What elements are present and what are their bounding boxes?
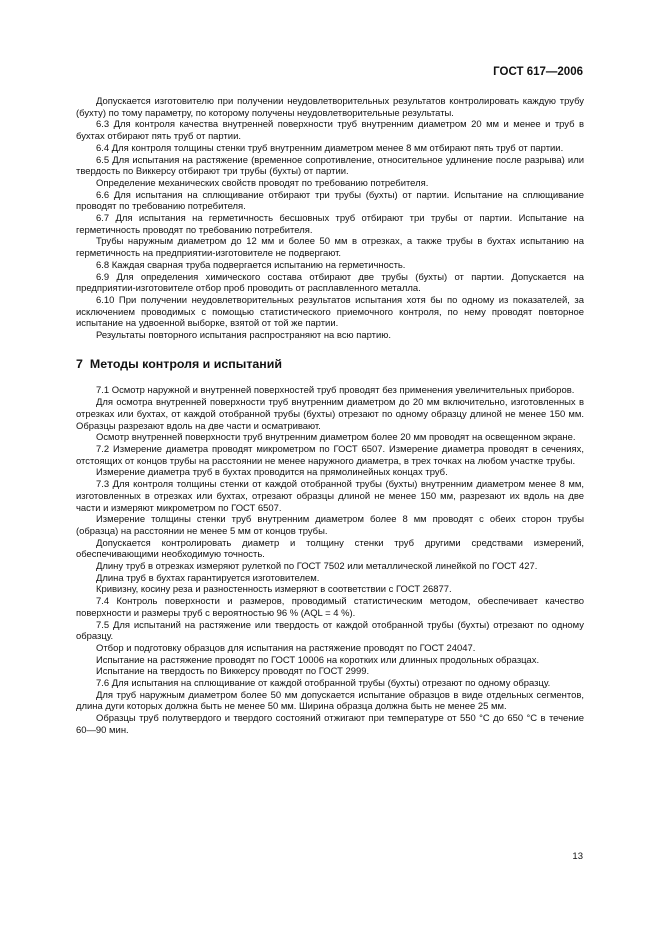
paragraph: Для осмотра внутренней поверхности труб внутренним диаметром до 20 мм включительно, изготовленных в отрезках или бухтах, от каждой отобранной трубы (бухты) отрезают по одному образцу длиной не менее 150 мм. Образцы разрезают вдоль на две части и осматривают. xyxy=(76,397,584,432)
paragraph: 6.5 Для испытания на растяжение (временное сопротивление, относительное удлинение после разрыва) или твердость по Виккерсу отбирают три трубы (бухты) от партии. xyxy=(76,154,584,178)
paragraph: 6.4 Для контроля толщины стенки труб внутренним диаметром менее 8 мм отбирают пять труб от партии. xyxy=(96,142,564,154)
paragraph: Испытание на растяжение проводят по ГОСТ 10006 на коротких или длинных продольных образцах. xyxy=(96,654,540,666)
paragraph: Для труб наружным диаметром более 50 мм допускается испытание образцов в виде отдельных сегментов, длина дуги которых должна быть не менее 50 мм. Ширина образца должна быть не менее 25 мм. xyxy=(76,689,584,713)
paragraph: Длину труб в отрезках измеряют рулеткой по ГОСТ 7502 или металлической линейкой по ГОСТ 427. xyxy=(96,561,538,573)
section-number: 7 xyxy=(76,356,83,371)
paragraph: Определение механических свойств проводят по требованию потребителя. xyxy=(96,177,429,189)
page-body xyxy=(76,96,584,737)
section-title: Методы контроля и испытаний xyxy=(89,356,282,371)
paragraph: 7.5 Для испытаний на растяжение или твердость от каждой отобранной трубы (бухты) отрезают по одному образцу. xyxy=(76,619,584,643)
paragraph: 6.8 Каждая сварная труба подвергается испытанию на герметичность. xyxy=(96,259,406,271)
paragraph: Испытание на твердость по Виккерсу проводят по ГОСТ 2999. xyxy=(96,666,370,678)
paragraph: 7.1 Осмотр наружной и внутренней поверхностей труб проводят без применения увеличительных приборов. xyxy=(96,385,575,397)
paragraph: 7.2 Измерение диаметра проводят микрометром по ГОСТ 6507. Измерение диаметра проводят в сечениях, отстоящих от концов трубы на расстоянии не менее наружного диаметра, в трех точках на любом участке трубы. xyxy=(76,443,584,467)
paragraphs-before xyxy=(76,96,584,342)
paragraph: Отбор и подготовку образцов для испытания на растяжение проводят по ГОСТ 24047. xyxy=(96,642,476,654)
paragraph: Кривизну, косину реза и разностенность измеряют в соответствии с ГОСТ 26877. xyxy=(96,584,452,596)
paragraph: 6.9 Для определения химического состава отбирают две трубы (бухты) от партии. Допускается на предприятии-изготовителе отбор проб проводить от расплавленного металла. xyxy=(76,271,584,295)
paragraph: Допускается контролировать диаметр и толщину стенки труб другими средствами измерений, обеспечивающими необходимую точность. xyxy=(76,537,584,561)
paragraph: 7.4 Контроль поверхности и размеров, проводимый статистическим методом, обеспечивает качество поверхности и размеры труб с вероятностью 96 % (AQL = 4 %). xyxy=(76,596,584,619)
paragraph: 6.10 При получении неудовлетворительных результатов испытания хотя бы по одному из показателей, за исключением проводимых с помощью статистического приемочного контроля, по нему проводят повторное испытание на удвоенной выборке, взятой от той же партии. xyxy=(76,294,584,330)
paragraph: 6.7 Для испытания на герметичность бесшовных труб отбирают три трубы от партии. Испытание на герметичность проводят по требованию потребителя. xyxy=(76,213,584,236)
page-number: 13 xyxy=(572,851,583,862)
paragraph: Трубы наружным диаметром до 12 мм и более 50 мм в отрезках, а также трубы в бухтах испытанию на герметичность на предприятии-изготовителе не подвергают. xyxy=(76,236,584,260)
paragraph: 7.3 Для контроля толщины стенки от каждой отобранной трубы (бухты) внутренним диаметром менее 8 мм, изготовленных в отрезках или бухтах, отрезают образцы длиной не менее 150 мм, разрезают их вдоль на две части и измеряют микрометром по ГОСТ 6507. xyxy=(76,479,584,514)
paragraph: 6.3 Для контроля качества внутренней поверхности труб внутренним диаметром 20 мм и менее и труб в бухтах отбирают пять труб от партии. xyxy=(76,119,584,143)
paragraph: Результаты повторного испытания распространяют на всю партию. xyxy=(96,330,391,342)
paragraph: Длина труб в бухтах гарантируется изготовителем. xyxy=(96,572,320,584)
paragraph: Измерение диаметра труб в бухтах проводится на прямолинейных концах труб. xyxy=(96,467,448,479)
paragraphs-after xyxy=(76,385,584,736)
paragraph: Допускается изготовителю при получении неудовлетворительных результатов контролировать каждую трубу (бухту) по тому параметру, по которому получены неудовлетворительные результаты. xyxy=(76,96,584,119)
paragraph: 6.6 Для испытания на сплющивание отбирают три трубы (бухты) от партии. Испытание на сплющивание проводят по требованию потребителя. xyxy=(76,189,584,213)
paragraph: Осмотр внутренней поверхности труб внутренним диаметром более 20 мм проводят на освещенном экране. xyxy=(96,432,576,444)
paragraph: Измерение толщины стенки труб внутренним диаметром более 8 мм проводят с обеих сторон трубы (образца) на расстоянии не менее 5 мм от концов трубы. xyxy=(76,514,584,537)
paragraph: Образцы труб полутвердого и твердого состояний отжигают при температуре от 550 °С до 650 °С в течение 60—90 мин. xyxy=(76,713,584,736)
section-heading xyxy=(76,356,584,371)
document-header: ГОСТ 617—2006 xyxy=(493,66,583,78)
paragraph: 7.6 Для испытания на сплющивание от каждой отобранной трубы (бухты) отрезают по одному образцу. xyxy=(96,678,551,690)
